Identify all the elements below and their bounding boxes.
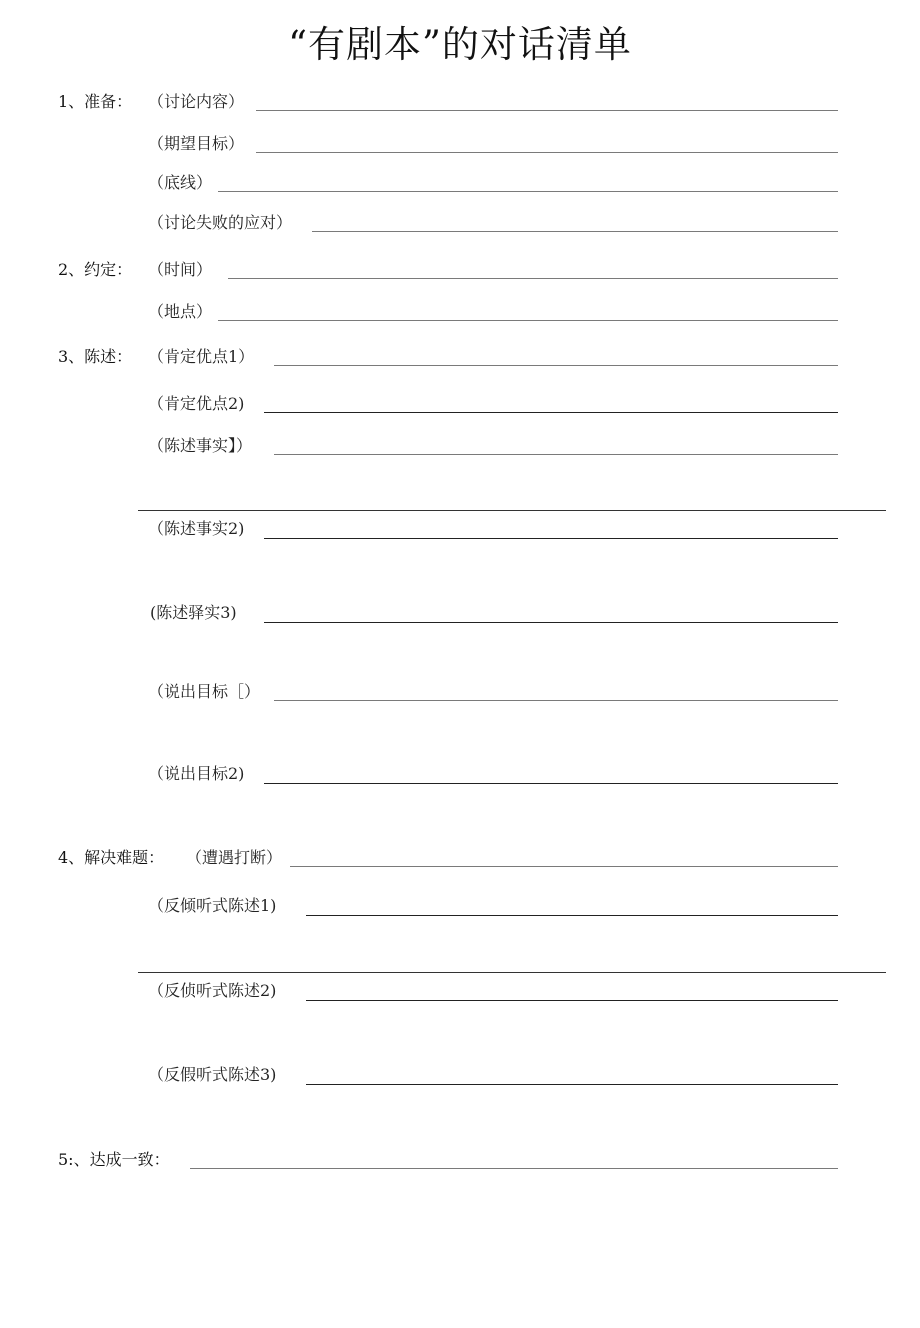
- section-4-item-interrupted-label: （遭遇打断）: [186, 848, 283, 867]
- section-3-number: 3、陈述：: [58, 347, 133, 366]
- section-1-item-expected-goal-field[interactable]: [256, 152, 838, 153]
- section-3-item-fact-3-field[interactable]: [264, 622, 838, 623]
- section-2-item-time-field[interactable]: [228, 278, 838, 279]
- section-1-number: 1、准备：: [58, 92, 133, 111]
- section-1-item-expected-goal-label: （期望目标）: [148, 134, 245, 153]
- section-2-item-place-label: （地点）: [148, 302, 213, 321]
- extra-writing-line-1[interactable]: [138, 510, 886, 511]
- section-1-item-discussion-content-field[interactable]: [256, 110, 838, 111]
- section-3-item-goal-2-field[interactable]: [264, 783, 838, 784]
- section-1-item-bottom-line-field[interactable]: [218, 191, 838, 192]
- section-2-number: 2、约定：: [58, 260, 133, 279]
- section-3-item-fact-3-label: (陈述驿实3): [150, 603, 237, 622]
- section-4-number: 4、解决难题：: [58, 848, 165, 867]
- section-2-item-time-label: （时间）: [148, 260, 213, 279]
- section-1-item-failure-response-label: （讨论失败的应对）: [148, 213, 293, 232]
- section-5-agreement-field[interactable]: [190, 1168, 838, 1169]
- section-1-item-discussion-content-label: （讨论内容）: [148, 92, 245, 111]
- section-4-item-listening-3-label: （反假听式陈述3): [148, 1065, 277, 1084]
- section-3-item-goal-1-field[interactable]: [274, 700, 838, 701]
- section-3-item-fact-1-label: （陈述事实】）: [148, 436, 253, 455]
- section-4-item-listening-1-label: （反倾听式陈述1): [148, 896, 277, 915]
- section-1-item-failure-response-field[interactable]: [312, 231, 838, 232]
- section-4-item-listening-2-label: （反侦听式陈述2): [148, 981, 277, 1000]
- section-4-item-interrupted-field[interactable]: [290, 866, 838, 867]
- section-1-item-bottom-line-label: （底线）: [148, 173, 213, 192]
- extra-writing-line-2[interactable]: [138, 972, 886, 973]
- section-3-item-strength-2-label: （肯定优点2): [148, 394, 245, 413]
- section-4-item-listening-2-field[interactable]: [306, 1000, 838, 1001]
- section-5-number: 5:、达成一致：: [58, 1150, 170, 1169]
- section-3-item-strength-1-field[interactable]: [274, 365, 838, 366]
- section-4-item-listening-1-field[interactable]: [306, 915, 838, 916]
- section-3-item-fact-2-label: （陈述事实2): [148, 519, 245, 538]
- section-3-item-goal-1-label: （说出目标［）: [148, 682, 261, 701]
- section-3-item-goal-2-label: （说出目标2): [148, 764, 245, 783]
- section-3-item-strength-2-field[interactable]: [264, 412, 838, 413]
- section-4-item-listening-3-field[interactable]: [306, 1084, 838, 1085]
- section-3-item-fact-2-field[interactable]: [264, 538, 838, 539]
- page-title: “有剧本”的对话清单: [288, 23, 632, 66]
- section-2-item-place-field[interactable]: [218, 320, 838, 321]
- section-3-item-fact-1-field[interactable]: [274, 454, 838, 455]
- section-3-item-strength-1-label: （肯定优点1）: [148, 347, 255, 366]
